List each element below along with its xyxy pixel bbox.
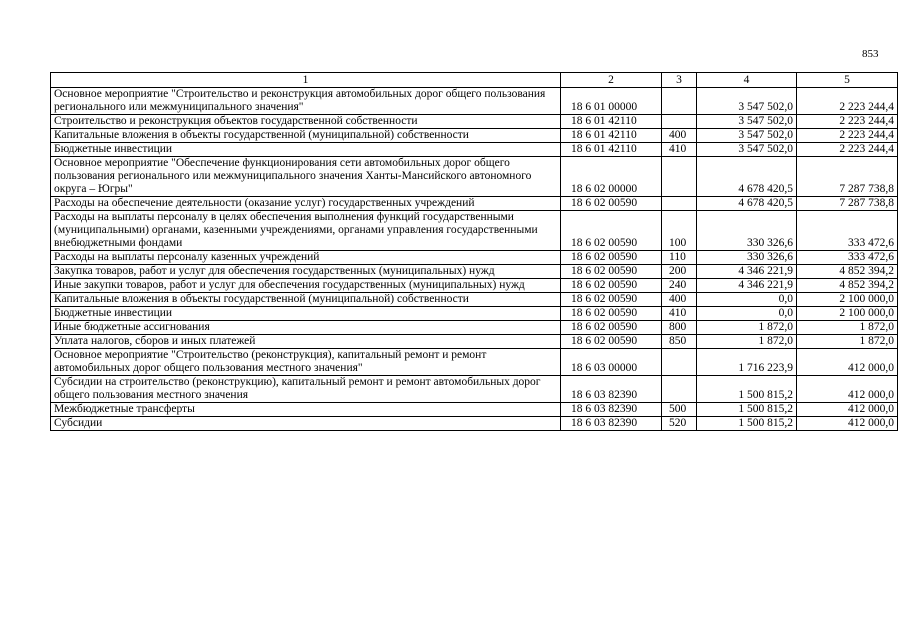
row-code-cell: 18 6 02 00590 [561,293,662,307]
table-row [51,197,898,211]
row-type-cell: 850 [662,335,697,349]
table-row [51,417,898,431]
row-value-cell: 1 500 815,2 [697,417,797,431]
row-value-cell: 1 872,0 [797,335,898,349]
row-value-cell: 412 000,0 [797,417,898,431]
row-name-cell: Уплата налогов, сборов и иных платежей [51,335,561,349]
column-header: 2 [561,73,662,88]
row-type-cell [662,349,697,376]
row-value-cell: 0,0 [697,293,797,307]
table-row [51,307,898,321]
row-code-cell: 18 6 02 00590 [561,265,662,279]
column-header: 4 [697,73,797,88]
row-value-cell: 333 472,6 [797,211,898,251]
row-code-cell: 18 6 01 00000 [561,88,662,115]
table-row [51,279,898,293]
row-name-cell: Капитальные вложения в объекты государственной (муниципальной) собственности [51,129,561,143]
row-type-cell [662,197,697,211]
row-value-cell: 1 872,0 [697,321,797,335]
table-header-row [51,73,898,88]
row-name-cell: Субсидии на строительство (реконструкцию), капитальный ремонт и ремонт автомобильных дорог общего пользования местного значения [51,376,561,403]
table-row [51,265,898,279]
row-code-cell: 18 6 02 00590 [561,251,662,265]
table-row [51,403,898,417]
budget-table [50,72,898,431]
row-type-cell [662,376,697,403]
row-value-cell: 2 223 244,4 [797,115,898,129]
row-name-cell: Строительство и реконструкция объектов государственной собственности [51,115,561,129]
row-name-cell: Бюджетные инвестиции [51,307,561,321]
row-value-cell: 4 852 394,2 [797,279,898,293]
row-code-cell: 18 6 02 00000 [561,157,662,197]
row-name-cell: Иные закупки товаров, работ и услуг для обеспечения государственных (муниципальных) нужд [51,279,561,293]
table-row [51,211,898,251]
row-type-cell: 110 [662,251,697,265]
row-value-cell: 7 287 738,8 [797,157,898,197]
row-value-cell: 2 223 244,4 [797,88,898,115]
row-value-cell: 2 223 244,4 [797,129,898,143]
row-type-cell: 520 [662,417,697,431]
table-row [51,157,898,197]
row-value-cell: 0,0 [697,307,797,321]
row-code-cell: 18 6 02 00590 [561,307,662,321]
row-name-cell: Основное мероприятие "Обеспечение функционирования сети автомобильных дорог общего пользования регионального или межмуниципального значения Ханты-Мансийского автономного округа – Югры" [51,157,561,197]
row-value-cell: 330 326,6 [697,211,797,251]
row-type-cell: 410 [662,307,697,321]
row-type-cell: 500 [662,403,697,417]
row-type-cell: 410 [662,143,697,157]
column-header: 5 [797,73,898,88]
table-row [51,129,898,143]
row-name-cell: Субсидии [51,417,561,431]
row-name-cell: Межбюджетные трансферты [51,403,561,417]
row-code-cell: 18 6 02 00590 [561,197,662,211]
row-code-cell: 18 6 02 00590 [561,211,662,251]
row-type-cell [662,115,697,129]
row-value-cell: 4 346 221,9 [697,279,797,293]
row-value-cell: 2 100 000,0 [797,293,898,307]
row-value-cell: 3 547 502,0 [697,88,797,115]
row-value-cell: 330 326,6 [697,251,797,265]
row-value-cell: 4 852 394,2 [797,265,898,279]
page-number: 853 [862,48,879,60]
row-name-cell: Бюджетные инвестиции [51,143,561,157]
row-name-cell: Иные бюджетные ассигнования [51,321,561,335]
row-code-cell: 18 6 02 00590 [561,335,662,349]
row-value-cell: 1 872,0 [697,335,797,349]
row-type-cell: 240 [662,279,697,293]
row-code-cell: 18 6 03 82390 [561,403,662,417]
row-value-cell: 1 500 815,2 [697,403,797,417]
row-name-cell: Расходы на выплаты персоналу в целях обеспечения выполнения функций государственными (муниципальными) органами, казенными учреждениями, органами управления государственными внебюджетными фондами [51,211,561,251]
row-name-cell: Закупка товаров, работ и услуг для обеспечения государственных (муниципальных) нужд [51,265,561,279]
row-type-cell: 100 [662,211,697,251]
row-value-cell: 2 100 000,0 [797,307,898,321]
row-value-cell: 4 678 420,5 [697,157,797,197]
row-value-cell: 3 547 502,0 [697,129,797,143]
row-name-cell: Основное мероприятие "Строительство и реконструкция автомобильных дорог общего пользования регионального или межмуниципального значения" [51,88,561,115]
row-value-cell: 2 223 244,4 [797,143,898,157]
row-value-cell: 4 678 420,5 [697,197,797,211]
row-value-cell: 3 547 502,0 [697,115,797,129]
row-code-cell: 18 6 01 42110 [561,115,662,129]
table-row [51,335,898,349]
row-type-cell: 400 [662,129,697,143]
row-code-cell: 18 6 01 42110 [561,129,662,143]
row-type-cell [662,88,697,115]
row-name-cell: Расходы на обеспечение деятельности (оказание услуг) государственных учреждений [51,197,561,211]
row-name-cell: Капитальные вложения в объекты государственной (муниципальной) собственности [51,293,561,307]
row-code-cell: 18 6 03 82390 [561,376,662,403]
row-code-cell: 18 6 02 00590 [561,321,662,335]
row-code-cell: 18 6 01 42110 [561,143,662,157]
table-row [51,293,898,307]
table-row [51,143,898,157]
row-value-cell: 3 547 502,0 [697,143,797,157]
row-value-cell: 7 287 738,8 [797,197,898,211]
row-value-cell: 4 346 221,9 [697,265,797,279]
row-name-cell: Основное мероприятие "Строительство (реконструкция), капитальный ремонт и ремонт автомобильных дорог общего пользования местного значения" [51,349,561,376]
row-value-cell: 333 472,6 [797,251,898,265]
table-row [51,349,898,376]
row-type-cell: 400 [662,293,697,307]
row-value-cell: 412 000,0 [797,349,898,376]
table-row [51,88,898,115]
row-type-cell [662,157,697,197]
table-row [51,251,898,265]
row-code-cell: 18 6 02 00590 [561,279,662,293]
row-value-cell: 1 872,0 [797,321,898,335]
row-value-cell: 1 500 815,2 [697,376,797,403]
table-row [51,115,898,129]
column-header: 1 [51,73,561,88]
row-code-cell: 18 6 03 00000 [561,349,662,376]
row-code-cell: 18 6 03 82390 [561,417,662,431]
row-type-cell: 800 [662,321,697,335]
row-value-cell: 412 000,0 [797,403,898,417]
table-row [51,376,898,403]
column-header: 3 [662,73,697,88]
row-type-cell: 200 [662,265,697,279]
row-name-cell: Расходы на выплаты персоналу казенных учреждений [51,251,561,265]
table-row [51,321,898,335]
row-value-cell: 1 716 223,9 [697,349,797,376]
row-value-cell: 412 000,0 [797,376,898,403]
